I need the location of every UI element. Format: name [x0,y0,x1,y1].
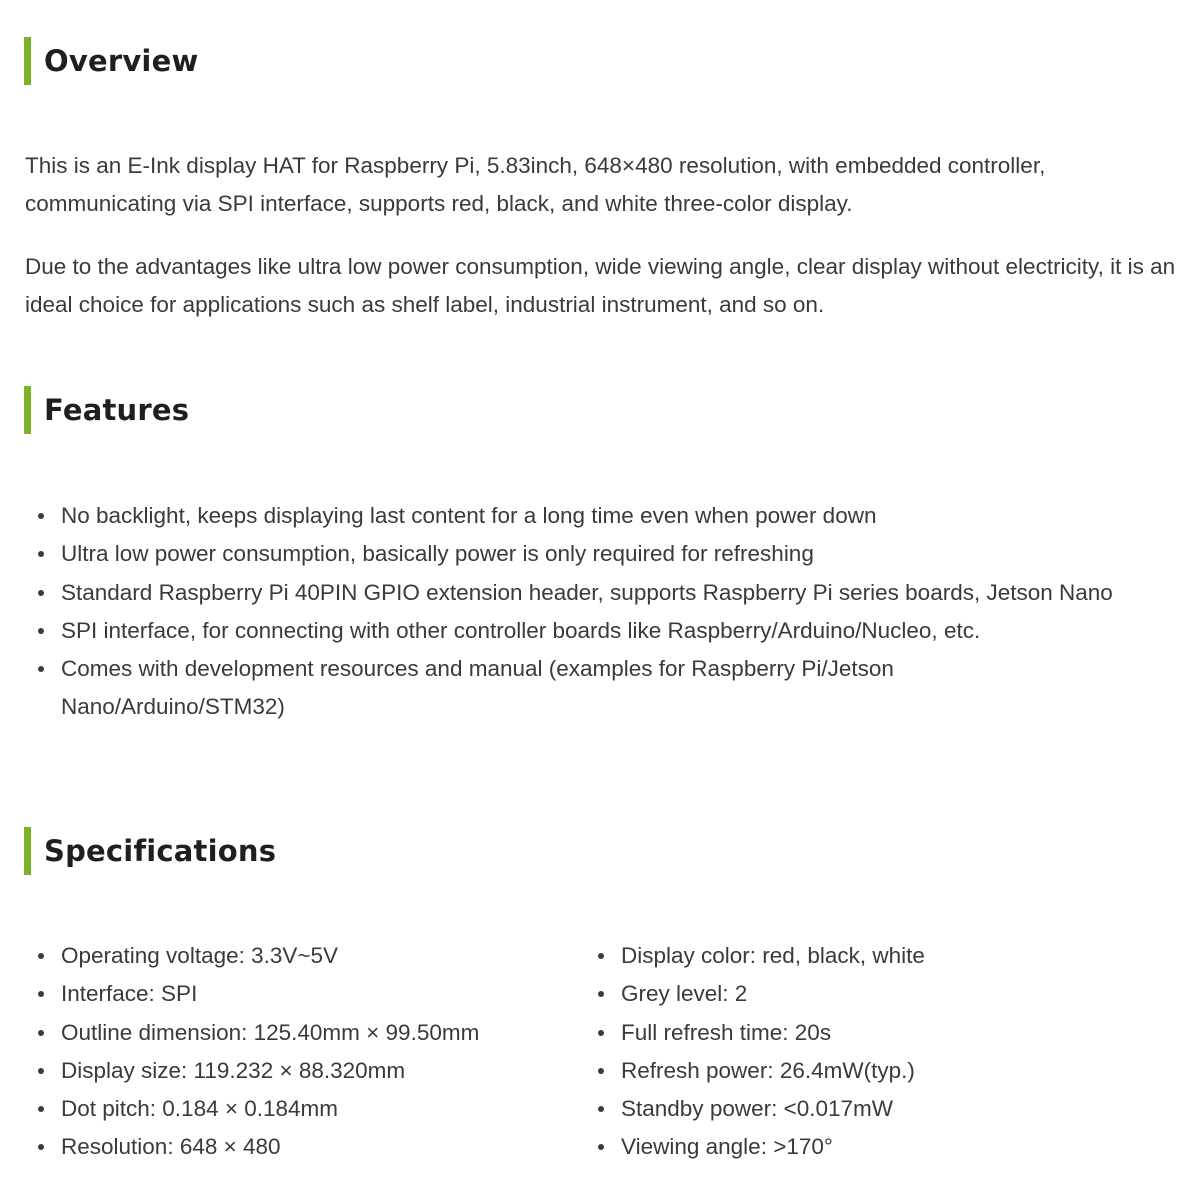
bullet-icon [38,1144,44,1150]
bullet-icon [598,1106,604,1112]
bullet-icon [38,953,44,959]
features-accent-bar [24,386,31,434]
bullet-icon [38,991,44,997]
specifications-left-list [24,937,584,1167]
list-item [24,612,1134,650]
list-item [24,497,1134,535]
spec-text: Refresh power: 26.4mW(typ.) [621,1057,915,1083]
list-item [584,937,1174,975]
spec-text: Display color: red, black, white [621,943,925,968]
spec-text: Interface: SPI [61,981,198,1007]
list-item [24,574,1134,612]
bullet-icon [38,513,44,519]
spec-text: Operating voltage: 3.3V~5V [61,943,339,968]
list-item [24,1090,584,1128]
features-list [24,497,1134,727]
list-item [24,1052,584,1090]
features-heading [24,386,189,434]
spec-text: Grey level: 2 [621,981,748,1007]
list-item [584,1128,1174,1166]
bullet-icon [598,1030,604,1036]
bullet-icon [38,551,44,557]
spec-text: Display size: 119.232 × 88.320mm [61,1057,406,1083]
spec-text: Viewing angle: >170° [621,1134,833,1160]
spec-text: Standby power: <0.017mW [621,1096,894,1122]
bullet-icon [598,1068,604,1074]
specifications-title: Specifications [44,834,277,868]
list-item [24,535,1134,573]
overview-title: Overview [44,44,199,78]
feature-text: Ultra low power consumption, basically power is only required for refreshing [61,541,814,567]
specifications-accent-bar [24,827,31,875]
features-title: Features [44,393,190,427]
feature-text: SPI interface, for connecting with other controller boards like Raspberry/Arduino/Nucleo, etc. [61,617,981,643]
bullet-icon [38,666,44,672]
bullet-icon [38,590,44,596]
feature-text: No backlight, keeps displaying last content for a long time even when power down [61,503,877,528]
overview-paragraph-1: This is an E-Ink display HAT for Raspberry Pi, 5.83inch, 648×480 resolution, with embedded controller, communicating via SPI interface, supports red, black, and white three-color display. [25,153,1046,216]
list-item [584,1090,1174,1128]
list-item [24,650,991,727]
bullet-icon [38,628,44,634]
specifications-right-list [584,937,1174,1167]
spec-text: Resolution: 648 × 480 [61,1134,281,1160]
spec-text: Outline dimension: 125.40mm × 99.50mm [61,1019,480,1045]
list-item [584,1052,1174,1090]
list-item [24,1014,584,1052]
overview-heading [24,37,198,85]
spec-text: Full refresh time: 20s [621,1019,832,1045]
list-item [24,975,584,1013]
bullet-icon [598,991,604,997]
list-item [584,975,1174,1013]
overview-accent-bar [24,37,31,85]
bullet-icon [38,1030,44,1036]
list-item [584,1014,1174,1052]
list-item [24,937,584,975]
list-item [24,1128,584,1166]
spec-text: Dot pitch: 0.184 × 0.184mm [61,1096,339,1122]
bullet-icon [38,1068,44,1074]
overview-paragraph-2: Due to the advantages like ultra low power consumption, wide viewing angle, clear display without electricity, it is an ideal choice for applications such as shelf label, industrial instrument, and so on. [25,254,1176,317]
feature-text: Standard Raspberry Pi 40PIN GPIO extension header, supports Raspberry Pi series boards, Jetson Nano [61,579,1113,605]
bullet-icon [598,953,604,959]
specifications-heading [24,827,276,875]
bullet-icon [38,1106,44,1112]
feature-text: Comes with development resources and manual (examples for Raspberry Pi/Jetson Nano/Arduino/STM32) [61,656,894,720]
bullet-icon [598,1144,604,1150]
